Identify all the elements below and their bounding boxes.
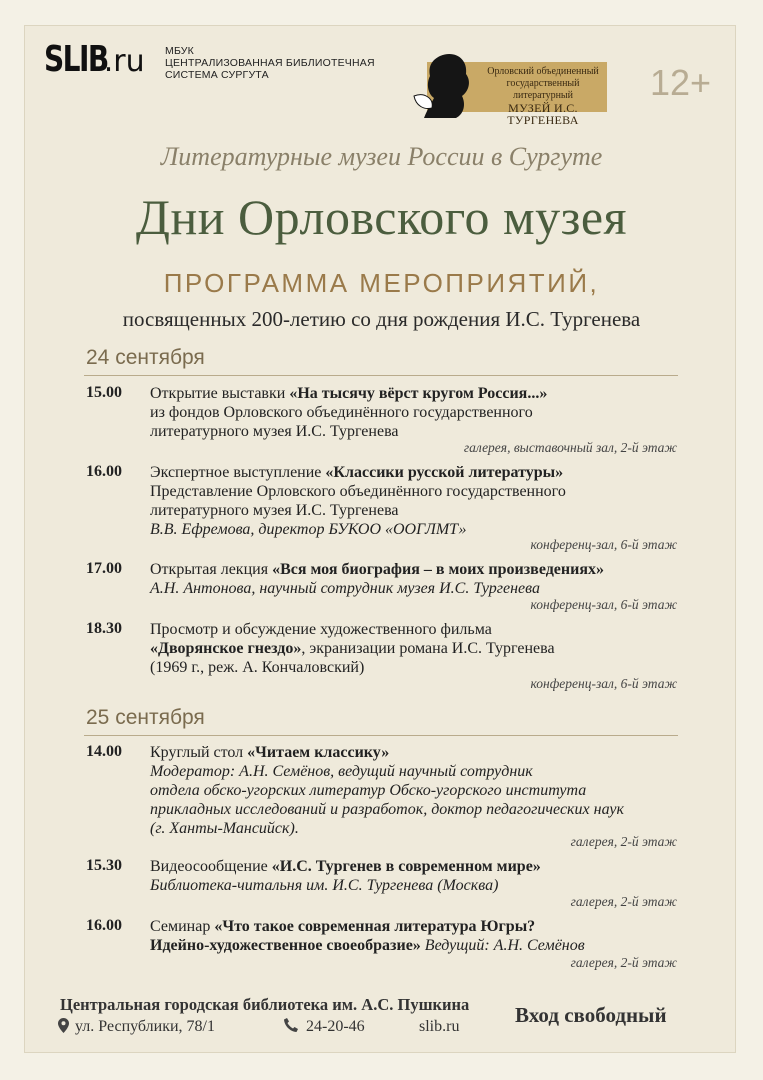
address: ул. Республики, 78/1 (58, 1018, 215, 1036)
event-location: галерея, 2-й этаж (570, 834, 677, 849)
divider (84, 735, 678, 736)
age-rating: 12+ (650, 62, 712, 103)
event-time: 14.00 (86, 743, 122, 760)
turgenev-portrait-icon (410, 48, 480, 120)
dedication: посвященных 200-летию со дня рождения И.С. Тургенева (122, 307, 641, 331)
event-location: конференц-зал, 6-й этаж (530, 537, 677, 552)
program-heading: ПРОГРАММА МЕРОПРИЯТИЙ, (163, 268, 600, 298)
phone: 24-20-46 (284, 1018, 365, 1036)
event-location: галерея, 2-й этаж (570, 955, 677, 970)
free-entry: Вход свободный (515, 1003, 667, 1027)
slib-logo: SLIB.ru (44, 39, 145, 80)
event-description: Видеосообщение «И.С. Тургенев в современном мире» Библиотека-читальня им. И.С. Тургенева (Москва) (150, 858, 541, 894)
event-time: 17.00 (86, 560, 122, 577)
event-location: галерея, 2-й этаж (570, 894, 677, 909)
event-time: 16.00 (86, 463, 122, 480)
event-time: 15.30 (86, 857, 122, 874)
event-location: конференц-зал, 6-й этаж (530, 676, 677, 691)
event-description: Экспертное выступление «Классики русской литературы» Представление Орловского объединённого государственного литературного музея И.С. Тургенева В.В. Ефремова, директор БУКОО «ООГЛМТ» (150, 464, 566, 538)
event-location: галерея, выставочный зал, 2-й этаж (463, 440, 677, 455)
event-description: Открытая лекция «Вся моя биография – в моих произведениях» А.Н. Антонова, научный сотрудник музея И.С. Тургенева (150, 561, 604, 597)
event-time: 16.00 (86, 917, 122, 934)
event-location: конференц-зал, 6-й этаж (530, 597, 677, 612)
phone-icon (284, 1018, 298, 1032)
divider (84, 375, 678, 376)
event-description: Просмотр и обсуждение художественного фильма «Дворянское гнездо», экранизации романа И.С. Тургенева (1969 г., реж. А. Кончаловский) (150, 621, 555, 676)
org-name: МБУК ЦЕНТРАЛИЗОВАННАЯ БИБЛИОТЕЧНАЯ СИСТЕМА СУРГУТА (165, 45, 375, 81)
library-name: Центральная городская библиотека им. А.С. Пушкина (60, 995, 470, 1014)
event-description: Открытие выставки «На тысячу вёрст кругом Россия...» из фондов Орловского объединённого государственного литературного музея И.С. Тургенева (150, 385, 548, 440)
event-time: 15.00 (86, 384, 122, 401)
event-time: 18.30 (86, 620, 122, 637)
website-link[interactable]: slib.ru (419, 1018, 460, 1035)
event-description: Круглый стол «Читаем классику» Модератор: А.Н. Семёнов, ведущий научный сотрудник отдела обско-угорских литератур Обско-угорского института прикладных исследований и разработок, доктор педагогических наук (г. Ханты-Мансийск). (150, 744, 624, 837)
map-pin-icon (58, 1018, 69, 1033)
day-heading: 25 сентября (86, 706, 205, 729)
museum-name: Орловский объединенный государственный литературный МУЗЕЙ И.С. ТУРГЕНЕВА (487, 66, 599, 127)
page-title: Дни Орловского музея (135, 189, 628, 245)
subtitle: Литературные музеи России в Сургуте (160, 142, 603, 171)
event-description: Семинар «Что такое современная литература Югры? Идейно-художественное своеобразие» Ведущий: А.Н. Семёнов (150, 918, 585, 954)
day-heading: 24 сентября (86, 346, 205, 369)
